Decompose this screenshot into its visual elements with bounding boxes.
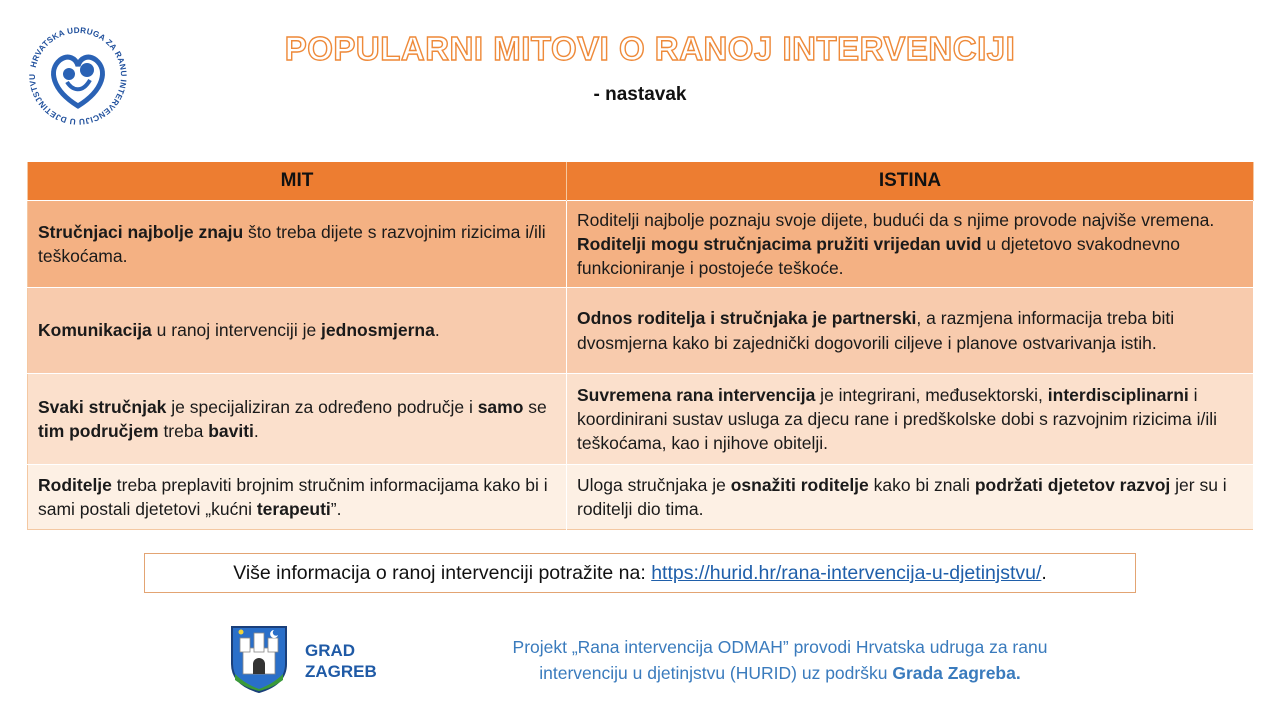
text-run: treba preplaviti brojnim stručnim informacijama kako bi i sami postali djetetovi „kućni bbox=[38, 474, 548, 519]
grad-zagreb-label bbox=[305, 640, 377, 682]
text-run: se bbox=[523, 396, 547, 417]
bold-text: osnažiti roditelje bbox=[730, 474, 869, 495]
zagreb-crest-icon bbox=[229, 624, 289, 694]
page-subtitle: - nastavak bbox=[593, 84, 687, 105]
bold-text: interdisciplinarni bbox=[1047, 384, 1189, 405]
bold-text: Grada Zagreba. bbox=[892, 663, 1021, 683]
bold-text: Komunikacija bbox=[38, 320, 152, 341]
bold-text: terapeuti bbox=[256, 499, 331, 519]
myth-cell bbox=[28, 288, 567, 374]
myth-cell bbox=[28, 374, 567, 465]
bold-text: podržati djetetov razvoj bbox=[974, 474, 1171, 495]
table-row bbox=[28, 201, 1254, 288]
bold-text: samo bbox=[477, 396, 524, 417]
zagreb-label: ZAGREB bbox=[305, 662, 377, 681]
bold-text: Roditelje bbox=[38, 474, 112, 495]
bold-text: baviti bbox=[208, 421, 254, 441]
text-run: . bbox=[434, 320, 440, 341]
page-title: POPULARNI MITOVI O RANOJ INTERVENCIJI bbox=[284, 30, 1016, 67]
bold-text: Suvremena rana intervencija bbox=[577, 384, 816, 405]
text-run: u djetetovo svakodnevno funkcioniranje i postojeće teškoće. bbox=[577, 233, 1180, 279]
bold-text: Svaki stručnjak bbox=[38, 396, 167, 417]
text-run: jer su i roditelji dio tima. bbox=[577, 474, 1227, 519]
footer-text bbox=[470, 634, 1090, 686]
myths-table bbox=[27, 162, 1254, 530]
hurid-logo bbox=[22, 20, 134, 132]
grad-label: GRAD bbox=[305, 641, 356, 660]
more-info-text: Više informacija o ranoj intervenciji potražite na: bbox=[233, 562, 652, 584]
truth-cell bbox=[567, 465, 1254, 530]
table-row bbox=[28, 288, 1254, 374]
table-row bbox=[28, 374, 1254, 465]
bold-text: Stručnjaci najbolje znaju bbox=[38, 221, 244, 242]
header-truth: ISTINA bbox=[567, 162, 1254, 201]
text-run: je integrirani, međusektorski, bbox=[815, 384, 1048, 405]
text-run: . bbox=[253, 421, 259, 441]
truth-cell bbox=[567, 374, 1254, 465]
text-run: Roditelji najbolje poznaju svoje dijete, budući da s njime provode najviše vremena. bbox=[577, 209, 1215, 230]
text-run: Projekt „Rana intervencija ODMAH” provodi Hrvatska udruga za ranu intervenciju u djetinjstvu (HURID) uz podršku bbox=[512, 637, 1048, 683]
text-run: Uloga stručnjaka je bbox=[577, 474, 731, 495]
myth-cell bbox=[28, 201, 567, 288]
more-info-box bbox=[144, 553, 1136, 593]
truth-cell bbox=[567, 201, 1254, 288]
text-run: u ranoj intervenciji je bbox=[151, 320, 322, 341]
logo-ring-text: HRVATSKA UDRUGA ZA RANU INTERVENCIJU U DJETINJSTVU bbox=[27, 25, 129, 127]
text-run: kako bi znali bbox=[868, 474, 975, 495]
truth-cell bbox=[567, 288, 1254, 374]
header-myth: MIT bbox=[28, 162, 567, 201]
text-run: je specijaliziran za određeno područje i bbox=[166, 396, 478, 417]
table-header-row bbox=[28, 162, 1254, 201]
more-info-link[interactable]: https://hurid.hr/rana-intervencija-u-djetinjstvu/ bbox=[651, 562, 1042, 584]
bold-text: Odnos roditelja i stručnjaka je partnerski bbox=[577, 308, 917, 329]
bold-text: jednosmjerna bbox=[321, 320, 435, 341]
bold-text: tim područjem bbox=[38, 421, 159, 441]
text-run: ”. bbox=[330, 499, 342, 519]
bold-text: Roditelji mogu stručnjacima pružiti vrijedan uvid bbox=[577, 233, 982, 254]
myth-cell bbox=[28, 465, 567, 530]
more-info-suffix: . bbox=[1041, 562, 1047, 584]
table-row bbox=[28, 465, 1254, 530]
text-run: i koordinirani sustav usluga za djecu rane i predškolske dobi s razvojnim rizicima i/ili teškoćama, kao i njihove obitelji. bbox=[577, 384, 1217, 454]
text-run: , a razmjena informacija treba biti dvosmjerna kako bi zajednički dogovorili ciljeve i planove ostvarivanja istih. bbox=[577, 308, 1175, 353]
text-run: što treba dijete s razvojnim rizicima i/ili teškoćama. bbox=[38, 221, 546, 266]
text-run: treba bbox=[158, 421, 209, 441]
